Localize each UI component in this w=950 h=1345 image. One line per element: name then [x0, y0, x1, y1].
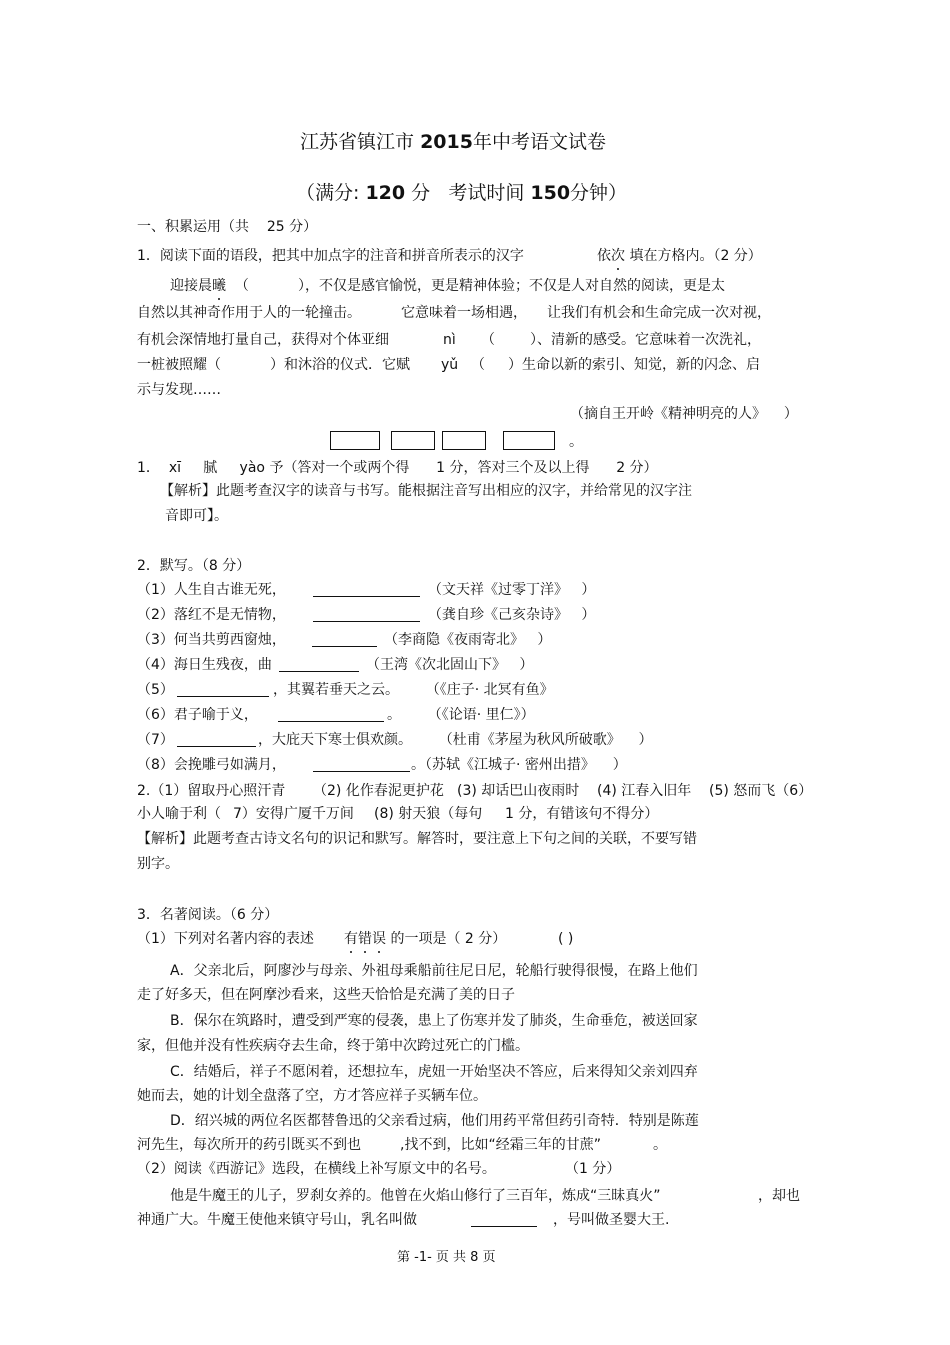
recite-source: （李商隐《夜雨寄北》 ） [384, 632, 552, 648]
option-c: 她而去，她的计划全盘落了空，方才答应祥子买辆车位。 [137, 1088, 487, 1104]
fill-blank[interactable] [279, 657, 359, 672]
option-a: A．父亲北后，阿廖沙与母亲、外祖母乘船前往尼日尼，轮船行驶得很慢，在路上他们 [170, 963, 698, 979]
option-d: D．绍兴城的两位名医都替鲁迅的父亲看过病，他们用药平常但药引奇特．特别是陈莲 [170, 1113, 699, 1129]
option-a: 走了好多天，但在阿摩沙看来，这些天恰恰是充满了美的日子 [137, 987, 515, 1003]
passage-line: （ [481, 332, 495, 348]
passage-line: ）、清新的感受。它意味着一次洗礼， [530, 332, 761, 348]
fill-blank[interactable] [278, 707, 384, 722]
recite-item: （7） [137, 732, 174, 748]
section-heading: 一、积累运用（共 25 分） [137, 219, 318, 235]
recite-source: ，大庇天下寒士俱欢颜。 （杜甫《茅屋为秋风所破歌》 ） [258, 732, 653, 748]
fill-blank[interactable] [312, 632, 377, 647]
answer-1-analysis: 【解析】此题考查汉字的读音与书写。能根据注音写出相应的汉字，并给常见的汉字注 [160, 483, 692, 499]
answer-box[interactable] [442, 431, 486, 450]
fill-blank[interactable] [313, 757, 410, 772]
question-3-sub2-points: （1 分） [565, 1161, 621, 1177]
answer-2: 2.（1）留取丹心照汗青 [137, 783, 286, 799]
page-subtitle: （满分: 120 分 考试时间 150分钟） [296, 182, 628, 204]
passage-line: ），不仅是感官愉悦，更是精神体验；不仅是人对自然的阅读，更是太 [298, 278, 725, 294]
answer-2: (5) 怒而飞（6） [709, 783, 813, 799]
page-footer: 第 -1- 页 共 8 页 [397, 1250, 496, 1265]
option-d: 河先生，每次所开的药引既买不到也 [137, 1137, 361, 1153]
option-d: ,找不到，比如“经霜三年的甘蔗” [400, 1137, 601, 1153]
passage-line: ）和沐浴的仪式．它赋 [270, 357, 410, 373]
answer-2: (4) 江春入旧年 [597, 783, 692, 799]
question-3-heading: 3．名著阅读。（6 分） [137, 907, 279, 923]
answer-2: 1 分，有错该句不得分） [505, 806, 659, 822]
recite-item: （2）落红不是无情物， [137, 607, 286, 623]
question-3-sub2: （2）阅读《西游记》选段，在横线上补写原文中的名号。 [137, 1161, 496, 1177]
passage-line: 它意味着一场相遇， [401, 305, 527, 321]
passage-line: 他是牛魔王的儿子，罗刹女养的。他曾在火焰山修行了三百年，炼成“三昧真火” [170, 1188, 661, 1204]
answer-2: (8) 射天狼（每句 [374, 806, 483, 822]
pinyin-yu: yǔ [441, 357, 459, 373]
recite-source: 。 （《论语· 里仁》） [387, 707, 535, 723]
answer-1: 1． xī 腻 yào 予（答对一个或两个得 1 分，答对三个及以上得 2 分） [137, 460, 658, 476]
recite-item: （4）海日生残夜，曲 [137, 657, 272, 673]
passage-line: 一桩被照耀（ [137, 357, 221, 373]
pinyin-ni: nì [443, 332, 456, 348]
recite-source: 。（苏轼《江城子· 密州出措》 ） [411, 757, 627, 773]
answer-paren[interactable]: ( ) [558, 931, 574, 947]
question-1-prompt: 1．阅读下面的语段，把其中加点字的注音和拼音所表示的汉字 [137, 248, 524, 264]
recite-item: （5） [137, 682, 174, 698]
recite-source: （王湾《次北固山下》 ） [366, 657, 534, 673]
answer-box[interactable] [391, 431, 435, 450]
question-3-sub1: （1）下列对名著内容的表述 [137, 931, 314, 947]
period: 。 [569, 434, 583, 450]
answer-box[interactable] [503, 431, 555, 450]
answer-2: (3) 却话巴山夜雨时 [457, 783, 580, 799]
recite-item: （6）君子喻于义， [137, 707, 258, 723]
passage-line: ）生命以新的索引、知觉，新的闪念、启 [508, 357, 760, 373]
passage-line: ，号叫做圣婴大王. [553, 1212, 670, 1228]
fill-blank[interactable] [177, 732, 256, 747]
passage-line: 神通广大。牛魔王使他来镇守号山，乳名叫做 [137, 1212, 417, 1228]
option-d: 。 [653, 1137, 667, 1153]
recite-source: （文天祥《过零丁洋》 ） [428, 582, 596, 598]
page-title: 江苏省镇江市 2015年中考语文试卷 [300, 131, 606, 153]
fill-blank[interactable] [177, 682, 269, 697]
passage-line: 示与发现…… [137, 382, 221, 398]
answer-2: （2) 化作春泥更护花 [313, 783, 444, 799]
option-b: B．保尔在筑路时，遭受到严寒的侵袭，患上了伤寒并发了肺炎，生命垂危，被送回家 [170, 1013, 698, 1029]
recite-item: （8）会挽雕弓如满月， [137, 757, 286, 773]
fill-blank[interactable] [313, 582, 420, 597]
recite-item: （3）何当共剪西窗烛， [137, 632, 286, 648]
fill-blank[interactable] [313, 607, 420, 622]
answer-2: 7）安得广厦千万间 [233, 806, 354, 822]
answer-2: 小人喻于利（ [137, 806, 221, 822]
passage-line: 自然以其神奇作用于人的一轮撞击。 [137, 305, 361, 321]
passage-line: ，却也 [758, 1188, 800, 1204]
passage-source: （摘自王开岭《精神明亮的人》 ） [570, 406, 798, 422]
recite-source: ，其翼若垂天之云。 （《庄子· 北冥有鱼》 [273, 682, 554, 698]
passage-line: 让我们有机会和生命完成一次对视， [547, 305, 771, 321]
fill-blank[interactable] [471, 1212, 537, 1227]
passage-line: 有机会深情地打量自己，获得对个体亚细 [137, 332, 389, 348]
answer-box[interactable] [330, 431, 380, 450]
question-3-sub1-dotted: 有错误 的一项是（ 2 分） [344, 931, 507, 947]
question-2-heading: 2．默写。（8 分） [137, 558, 251, 574]
recite-source: （龚自珍《己亥杂诗》 ） [428, 607, 596, 623]
option-b: 家，但他并没有性疾病夺去生命，终于第中次跨过死亡的门槛。 [137, 1038, 529, 1054]
passage-line: （ [471, 357, 485, 373]
answer-2-analysis: 【解析】此题考查古诗文名句的识记和默写。解答时，要注意上下句之间的关联，不要写错 [137, 831, 697, 847]
answer-1-analysis: 音即可】。 [165, 508, 228, 524]
passage-line: 迎接晨曦 （ [170, 278, 249, 294]
option-c: C．结婚后，祥子不愿闲着，还想拉车，虎妞一开始坚决不答应，后来得知父亲刘四弃 [170, 1064, 698, 1080]
recite-item: （1）人生自古谁无死， [137, 582, 286, 598]
answer-2-analysis: 别字。 [137, 856, 179, 872]
question-1-prompt-dotted: 依次 填在方格内。（2 分） [597, 248, 762, 264]
